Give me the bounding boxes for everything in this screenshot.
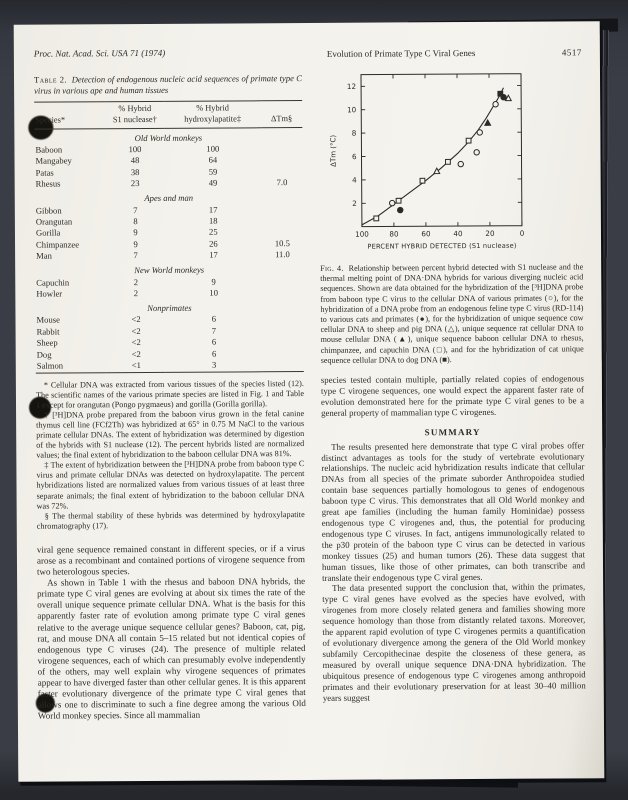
table-caption [34,73,302,97]
value-cell: 100 [206,143,220,154]
journal-reference: Proc. Nat. Acad. Sci. USA 71 (1974) [33,47,166,59]
data-point-square-open [420,178,425,183]
data-point-square-open [466,138,471,143]
value-cell: 59 [208,166,218,177]
column-header: % Hybrid hydroxylapatite‡ [164,101,261,129]
species-cell: Howler [36,288,63,299]
data-point-circle-open [477,130,482,135]
value-cell: 23 [130,178,140,189]
table-2 [34,100,304,373]
species-cell: Mangabey [35,155,72,167]
x-tick-label: 0 [519,228,525,238]
paragraph: The results presented here demonstrate that type C viral probes offer distinct advantages as tools for the study of vertebrate evolutionary relationships. The nucleic acid hybridization results indicate that cellular DNAs from all species of the primate suborder Anthropoidea studied contain base sequences partially homologous to genes of endogenous baboon type C virus. This demonstrates that all Old World monkey and great ape families (including the human family Hominidae) possess endogenous type C virogenes and, thus, the potential for producing endogenous type C viruses. In fact, antigens immunologically related to the p30 protein of the baboon type C virus can be detected in various monkey tissues (25) and human tumors (26). These data suggest that human tissues, like those of other primates, can both transcribe and translate their endogenous type C viral genes. [321,439,586,583]
y-tick-label: 12 [346,81,357,91]
paragraph: As shown in Table 1 with the rhesus and baboon DNA hybrids, the primate type C viral genes are evolving at about six times the rate of the overall unique sequence primate cellular DNA. What is the basis for this apparently faster rate of evolution among primate type C viral genes relative to the average unique sequence cellular genes? Baboon, cat, pig, rat, and mouse DNA all contain 5–15 related but not identical copies of endogenous type C viruses (24). The presence of multiple related virogene sequences, each of which can presumably evolve independently of the others, may well explain why virogene sequences of primates appear to have diverged faster than other cellular genes. It is this apparent faster evolutionary divergence of the primate type C viral genes that allows one to discriminate to such a fine degree among the various Old World monkey species. Since all mammalian [37,576,306,721]
value-cell [262,215,303,227]
data-point-square-open [374,216,379,221]
paragraph: viral gene sequence remained constant in different species, or if a virus arose as a recombinant and contained portions of virogene sequence from two heterologous species. [36,542,305,577]
value-cell: 6 [211,314,217,325]
table-group-heading: Apes and man [144,192,194,204]
value-cell: 3 [211,359,217,370]
x-axis-label: PERCENT HYBRID DETECTED (S1 nuclease) [367,241,517,251]
y-tick-label: 8 [351,128,357,138]
species-cell: Salmon [36,360,64,371]
species-cell: Dog [36,349,52,360]
value-cell: <1 [131,360,141,371]
value-cell: 48 [130,155,140,166]
value-cell: 7 [133,250,138,261]
data-point-square-filled [498,91,503,96]
x-tick-label: 80 [389,229,399,239]
summary-heading: SUMMARY [424,426,481,437]
figure-4 [323,63,583,262]
value-cell [262,336,303,348]
left-column [34,47,306,722]
value-cell: <2 [131,314,141,325]
table-footnotes [36,379,305,532]
value-cell: 7 [133,204,138,215]
value-cell: 18 [208,215,218,226]
value-cell: 10 [209,287,219,298]
value-cell: 9 [133,238,138,249]
value-cell: 10.5 [274,237,290,249]
species-cell: Rabbit [36,326,60,337]
value-cell: 8 [133,216,138,227]
value-cell [261,154,302,166]
species-cell: Man [36,250,52,261]
data-point-circle-filled [398,207,403,212]
data-point-circle-open [458,161,463,166]
right-column [319,45,586,703]
column-header: ΔTm§ [261,101,303,128]
table-group-heading: Old World monkeys [134,132,203,143]
summary-text [321,440,586,703]
running-head-title: Evolution of Primate Type C Viral Genes [326,47,476,59]
plot-frame [361,74,522,227]
table-group-heading: Nonprimates [147,302,192,313]
value-cell [261,143,302,155]
value-cell: 17 [209,249,218,260]
y-tick-label: 4 [352,175,357,185]
value-cell: <2 [131,348,141,359]
table-caption-text: Detection of endogenous nucleic acid sequences of primate type C virus in various ape and human tissues [34,73,303,96]
value-cell [262,276,303,288]
x-tick-label: 40 [453,229,463,239]
species-cell: Mouse [36,314,60,326]
data-point-square-open [396,198,401,203]
value-cell [262,314,303,326]
table-group-heading: New World monkeys [134,264,205,276]
species-cell: Gorilla [35,227,61,239]
value-cell: 2 [133,276,138,287]
figure-4-label: Fig. 4. [320,263,344,273]
species-cell: Orangutan [35,216,73,227]
y-tick-label: 2 [352,198,357,208]
value-cell: 9 [133,227,138,238]
species-cell: Patas [35,167,54,178]
paragraph: The data presented support the conclusion that, within the primates, type C viral genes have evolved as the species have evolved, with virogenes from more closely related genera and families showing more sequence homology than those from distantly related taxons. Moreover, the apparent rapid evolution of type C virogenes permits a quantification of evolutionary divergence among the genera of the Old World monkey subfamily Cercopithecinae despite the closeness of these genera, as measured by overall unique sequence DNA·DNA hybridization. The ubiquitous presence of endogenous type C virogenes among anthropoid primates and their evolutionary preservation for at least 30–40 million years suggest [322,581,586,703]
value-cell [262,226,303,238]
trend-curve [361,88,504,225]
page-number: 4517 [561,47,582,58]
species-cell: Chimpanzee [36,239,80,250]
y-tick-label: 6 [351,152,357,162]
species-cell: Capuchin [36,277,70,288]
column-header: Species* [34,102,105,129]
x-tick-label: 20 [485,228,495,238]
right-body-text [321,373,584,418]
y-tick-label: 10 [347,105,357,115]
value-cell: 9 [211,276,216,287]
column-header: % Hybrid S1 nuclease† [105,101,164,128]
table-label: Table 2. [33,74,67,85]
value-cell: 6 [211,348,217,359]
value-cell [262,359,303,371]
paragraph: § The thermal stability of these hybrids was determined by hydroxylapatite chromatography (17). [36,509,305,531]
paragraph: ‡ The extent of hybridization between the [³H]DNA probe from baboon type C virus and primate cellular DNAs was detected on hydroxylapatite. The percent hybridizations listed are normalized values from various tissues of at least three separate animals; the final extent of hybridization to the baboon cellular DNA was 72%. [36,459,305,511]
paragraph: † [³H]DNA probe prepared from the baboon virus grown in the fetal canine thymus cell line (FCf2Th) was hybridized at 65° in 0.75 M NaCl to the various primate cellular DNAs. The extent of hybridization was determined by digestion of the hybrids with S1 nuclease (12). The percent hybrids listed are normalized values; the final extent of hybridization to the baboon cellular DNA was 81%. [36,408,305,460]
left-body-text [37,543,306,722]
data-point-triangle-open [434,168,440,173]
table-header [34,101,302,130]
species-cell: Baboon [35,144,63,155]
running-head [327,47,582,59]
data-point-square-open [446,159,451,164]
x-tick-label: 60 [421,229,431,239]
value-cell: 38 [130,166,140,177]
value-cell [262,325,303,337]
value-cell: 7 [211,325,217,336]
paragraph: * Cellular DNA was extracted from various tissues of the species listed (12). The scientific names of the various primate species are listed in Fig. 1 and Table 1 except for orangutan (Pongo pygmaeus) and gorilla (Gorilla gorilla). [35,378,304,410]
value-cell: 100 [128,144,142,155]
y-axis-label: ΔTm (°C) [329,134,338,167]
x-tick-label: 100 [355,229,369,239]
data-point-circle-open [493,102,498,107]
table-row [36,359,304,373]
value-cell: 17 [208,204,218,215]
value-cell: 6 [211,336,217,347]
value-cell: <2 [131,325,141,336]
figure-4-caption [320,262,584,366]
value-cell: 11.0 [275,249,290,260]
species-cell: Sheep [36,337,58,348]
value-cell [261,204,302,216]
data-point-triangle-filled [485,120,491,125]
value-cell: <2 [131,337,141,348]
figure-4-chart [323,64,546,257]
value-cell: 64 [208,154,218,166]
value-cell: 2 [133,288,139,299]
value-cell [262,287,303,299]
paragraph: species tested contain multiple, partially related copies of endogenous type C virogene sequences, one would expect the apparent faster rate of evolution demonstrated here for the primate type C viral genes to be a general property of mammalian type C virogenes. [320,373,585,418]
data-point-circle-open [474,150,479,155]
figure-4-caption-text: Relationship between percent hybrid detected with S1 nuclease and the thermal melting point of DNA·DNA hybrids for various diverging nucleic acid sequences. Shown are data obtained for the hybridization of the [³H]DNA probe from baboon type C virus to the cellular DNA of various primates (○), for the hybridization of a DNA probe from an endogenous feline type C virus (RD-114) to various cats and primates (●), for the hybridization of unique sequence cow cellular DNA to sheep and pig DNA (△), unique sequence rat cellular DNA to mouse cellular DNA (▲), unique sequence baboon cellular DNA to rhesus, chimpanzee, and capuchin DNA (□), and for the hybridization of cat unique sequence cellular DNA to dog DNA (■). [320,262,584,365]
value-cell: 26 [209,238,218,249]
value-cell [262,348,303,360]
data-point-circle-open [389,200,394,205]
value-cell [261,166,302,178]
value-cell: 25 [209,226,218,238]
species-cell: Gibbon [35,205,62,216]
scanned-paper-page [14,21,605,782]
species-cell: Rhesus [35,178,61,189]
value-cell: 49 [208,177,218,188]
value-cell: 7.0 [276,177,288,188]
